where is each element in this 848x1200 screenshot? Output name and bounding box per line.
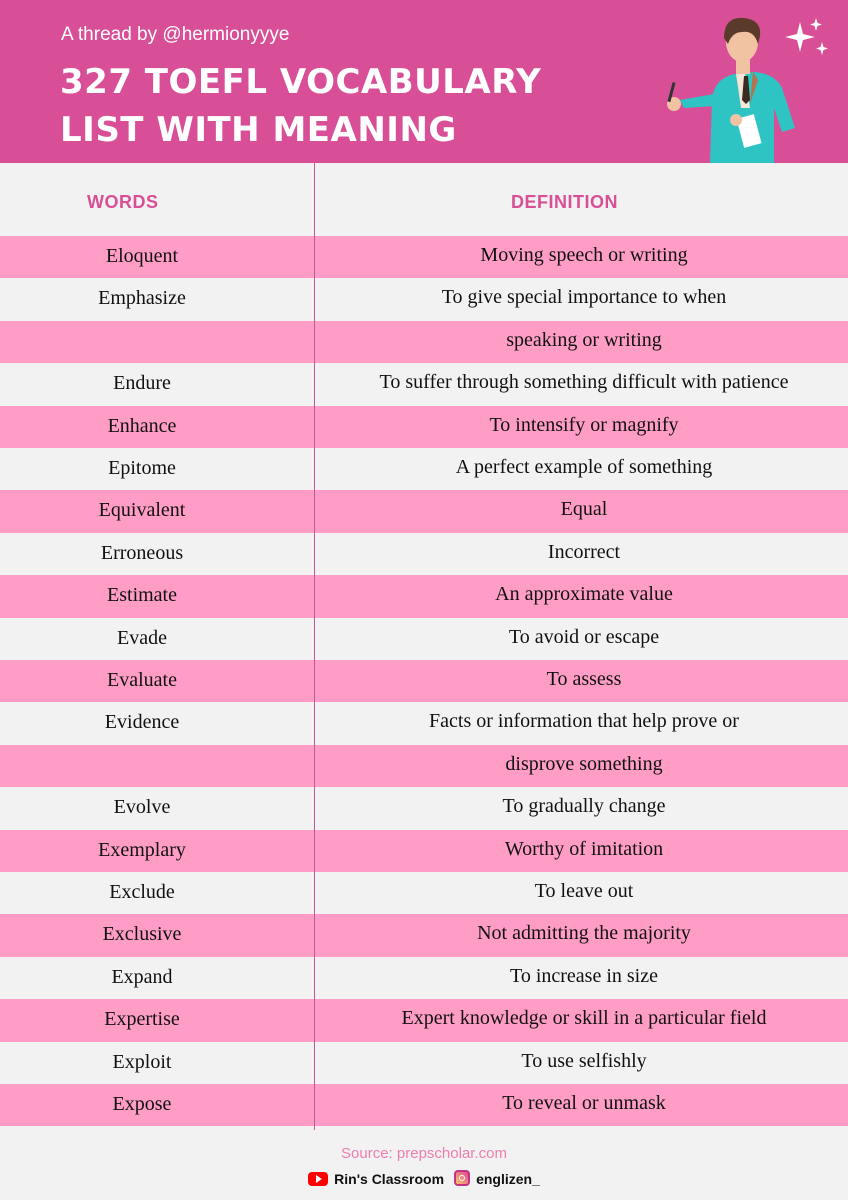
table-row — [0, 745, 848, 787]
definition-cell: To give special importance to when — [441, 286, 727, 309]
definition-cell: Equal — [560, 498, 608, 521]
word-cell: Expose — [112, 1093, 172, 1115]
word-cell: Evaluate — [107, 669, 177, 691]
table-row — [0, 1042, 848, 1084]
word-cell: Exemplary — [98, 838, 186, 861]
word-cell: Epitome — [108, 457, 176, 479]
definition-cell: To assess — [546, 668, 622, 690]
table-row — [0, 1084, 848, 1126]
table-row — [0, 872, 848, 914]
title-line-1: 327 TOEFL VOCABULARY — [60, 62, 542, 102]
table-row — [0, 533, 848, 575]
thread-byline: A thread by @hermionyyye — [61, 24, 290, 45]
column-header-words: WORDS — [87, 192, 159, 212]
word-cell: Erroneous — [100, 541, 184, 564]
table-row — [0, 575, 848, 617]
definition-cell: Not admitting the majority — [477, 922, 691, 945]
sparkle-icon — [785, 22, 815, 52]
table-row — [0, 236, 848, 278]
word-cell: Estimate — [107, 584, 177, 607]
definition-cell: To intensify or magnify — [489, 413, 679, 436]
title-line-2: LIST WITH MEANING — [60, 110, 457, 150]
table-row — [0, 999, 848, 1041]
table-row — [0, 957, 848, 999]
word-cell: Eloquent — [105, 245, 179, 267]
footer — [0, 1130, 848, 1200]
column-header-definition: DEFINITION — [511, 192, 618, 212]
definition-cell: To increase in size — [510, 964, 658, 987]
table-row — [0, 321, 848, 363]
word-cell: Expand — [111, 965, 173, 988]
word-cell: Enhance — [107, 414, 177, 437]
column-divider — [314, 163, 315, 1130]
word-cell: Expertise — [104, 1008, 180, 1031]
definition-cell: Facts or information that help prove or — [429, 710, 739, 733]
definition-cell: To avoid or escape — [508, 625, 660, 648]
definition-cell: speaking or writing — [506, 328, 662, 351]
table-row — [0, 363, 848, 405]
youtube-channel[interactable]: Rin's Classroom — [334, 1171, 445, 1187]
definition-cell: To suffer through something difficult with patience — [379, 371, 789, 394]
definition-cell: A perfect example of something — [455, 456, 713, 478]
definition-cell: To leave out — [534, 880, 634, 902]
word-cell: Evolve — [113, 796, 171, 819]
word-cell: Emphasize — [98, 287, 186, 310]
word-cell: Exclusive — [102, 923, 182, 946]
definition-cell: Expert knowledge or skill in a particular field — [401, 1007, 767, 1030]
table-row — [0, 830, 848, 872]
table-row — [0, 702, 848, 744]
table-row — [0, 278, 848, 320]
word-cell: Equivalent — [98, 499, 186, 522]
table-row — [0, 406, 848, 448]
social-links — [0, 1170, 848, 1187]
table-row — [0, 490, 848, 532]
vocabulary-table — [0, 163, 848, 1130]
word-cell: Exploit — [112, 1050, 172, 1073]
table-row — [0, 787, 848, 829]
table-row — [0, 618, 848, 660]
page-title — [60, 58, 620, 154]
definition-cell: To reveal or unmask — [502, 1092, 666, 1114]
teacher-illustration — [640, 8, 840, 168]
table-row — [0, 448, 848, 490]
word-cell: Exclude — [109, 881, 175, 903]
word-cell: Evidence — [104, 711, 180, 734]
sparkle-icon — [810, 18, 822, 31]
definition-cell: To gradually change — [502, 795, 666, 818]
sparkle-icon — [816, 42, 828, 55]
word-cell: Evade — [117, 626, 167, 649]
definition-cell: disprove something — [505, 752, 663, 775]
instagram-icon — [454, 1170, 470, 1186]
definition-cell: Worthy of imitation — [504, 837, 664, 860]
definition-cell: To use selfishly — [521, 1049, 647, 1072]
table-header-row — [0, 163, 848, 236]
definition-cell: Incorrect — [547, 540, 621, 563]
word-cell: Endure — [113, 372, 171, 395]
youtube-icon — [308, 1172, 328, 1186]
definition-cell: Moving speech or writing — [480, 244, 688, 266]
definition-cell: An approximate value — [495, 583, 673, 606]
table-row — [0, 660, 848, 702]
source-credit: Source: prepscholar.com — [341, 1145, 507, 1162]
header-banner — [0, 0, 848, 163]
instagram-handle[interactable]: englizen_ — [476, 1171, 540, 1187]
table-row — [0, 914, 848, 956]
